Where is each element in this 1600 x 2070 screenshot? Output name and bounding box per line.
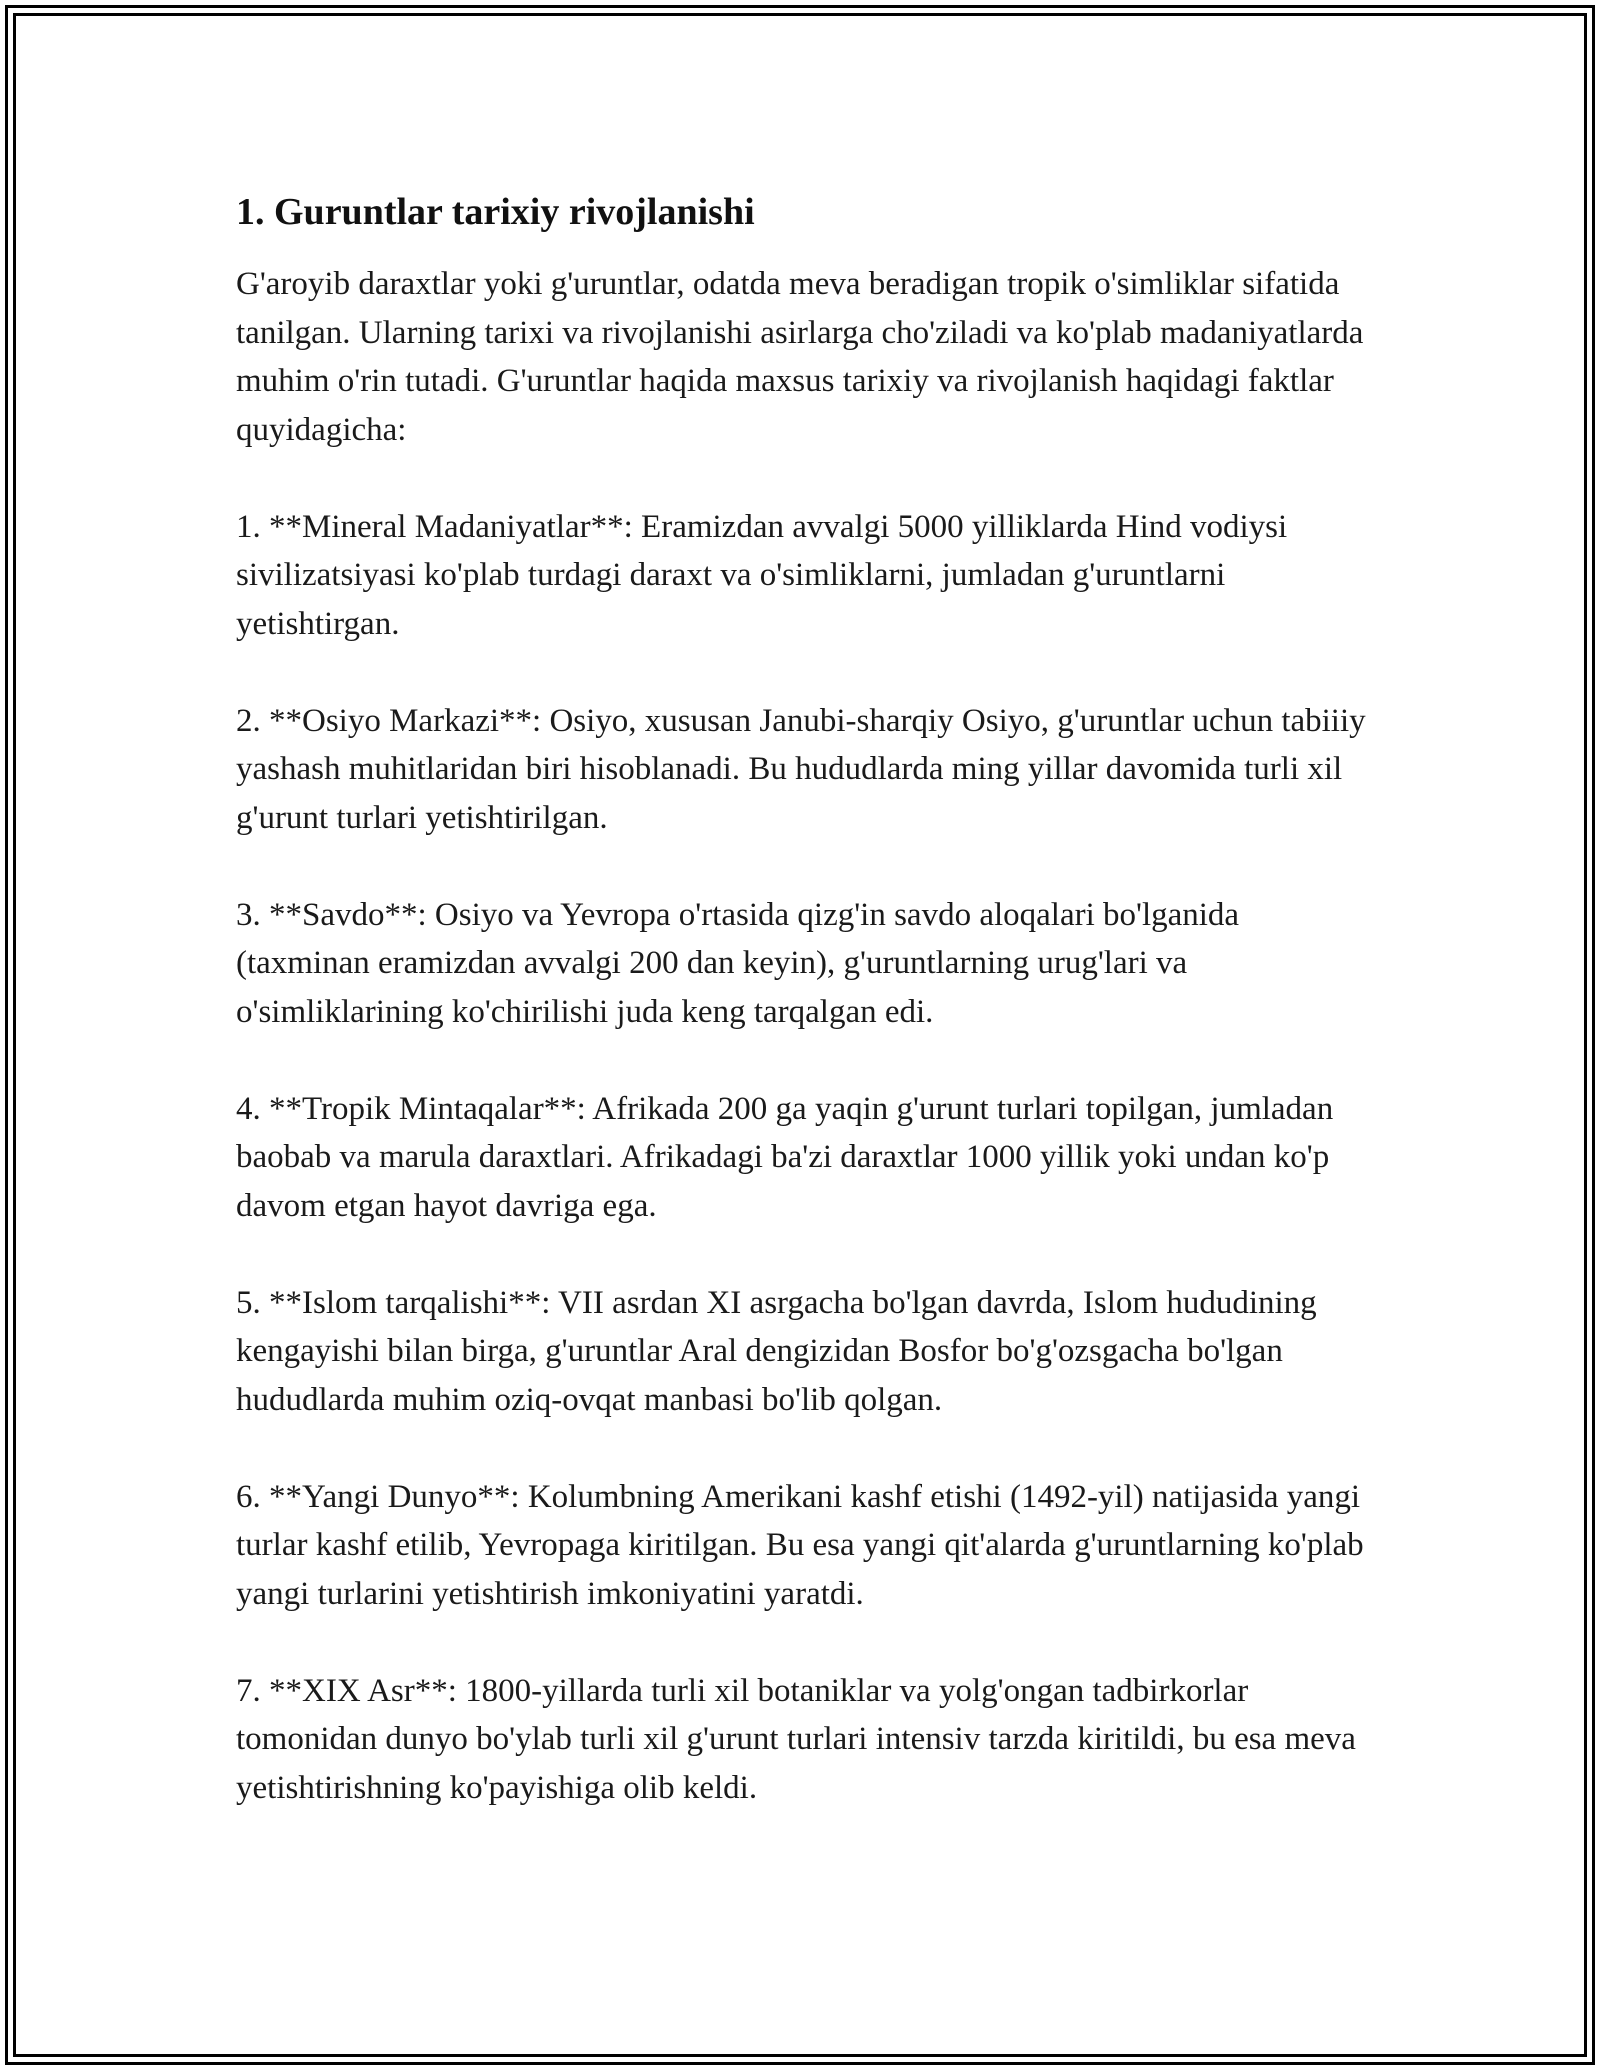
- document-body: [236, 188, 1376, 1861]
- list-item-1: 1. **Mineral Madaniyatlar**: Eramizdan avvalgi 5000 yilliklarda Hind vodiysi sivilizatsiyasi ko'plab turdagi daraxt va o'simliklarni, jumladan g'uruntlarni yetishtirgan.: [236, 508, 1288, 642]
- list-item-3: 3. **Savdo**: Osiyo va Yevropa o'rtasida qizg'in savdo aloqalari bo'lganida (taxminan eramizdan avvalgi 200 dan keyin), g'uruntlarning urug'lari va o'simliklarining ko'chirilishi juda keng tarqalgan edi.: [236, 896, 1240, 1030]
- intro-paragraph: G'aroyib daraxtlar yoki g'uruntlar, odatda meva beradigan tropik o'simliklar sifatida tanilgan. Ularning tarixi va rivojlanishi asirlarga cho'ziladi va ko'plab madaniyatlarda muhim o'rin tutadi. G'uruntlar haqida maxsus tarixiy va rivojlanish haqidagi faktlar quyidagicha:: [236, 266, 1364, 448]
- list-item-6: 6. **Yangi Dunyo**: Kolumbning Amerikani kashf etishi (1492-yil) natijasida yangi turlar kashf etilib, Yevropaga kiritilgan. Bu esa yangi qit'alarda g'uruntlarning ko'plab yangi turlarini yetishtirish imkoniyatini yaratdi.: [236, 1478, 1364, 1612]
- list-item-7: 7. **XIX Asr**: 1800-yillarda turli xil botaniklar va yolg'ongan tadbirkorlar tomonidan dunyo bo'ylab turli xil g'urunt turlari intensiv tarzda kiritildi, bu esa meva yetishtirishning ko'payishiga olib keldi.: [236, 1672, 1356, 1806]
- document-title: 1. Guruntlar tarixiy rivojlanishi: [236, 191, 755, 233]
- list-item-2: 2. **Osiyo Markazi**: Osiyo, xususan Janubi-sharqiy Osiyo, g'uruntlar uchun tabiiiy yashash muhitlaridan biri hisoblanadi. Bu hududlarda ming yillar davomida turli xil g'urunt turlari yetishtirilgan.: [236, 702, 1366, 836]
- list-item-5: 5. **Islom tarqalishi**: VII asrdan XI asrgacha bo'lgan davrda, Islom hududining kengayishi bilan birga, g'uruntlar Aral dengizidan Bosfor bo'g'ozsgacha bo'lgan hududlarda muhim oziq-ovqat manbasi bo'lib qolgan.: [236, 1284, 1317, 1418]
- list-item-4: 4. **Tropik Mintaqalar**: Afrikada 200 ga yaqin g'urunt turlari topilgan, jumladan baobab va marula daraxtlari. Afrikadagi ba'zi daraxtlar 1000 yillik yoki undan ko'p davom etgan hayot davriga ega.: [236, 1090, 1334, 1224]
